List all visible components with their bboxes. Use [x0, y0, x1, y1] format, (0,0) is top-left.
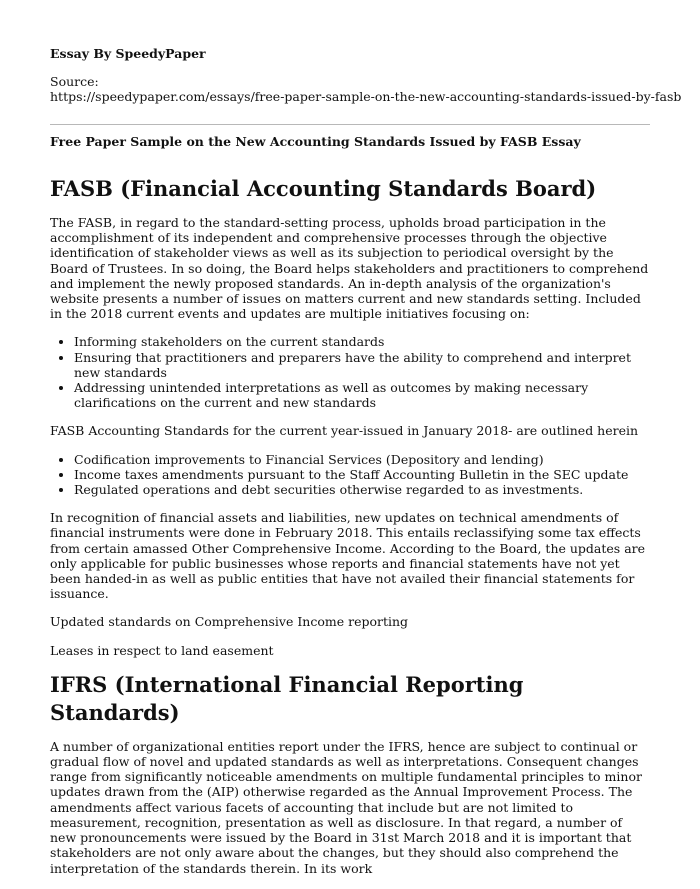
paragraph: Updated standards on Comprehensive Income reporting [50, 614, 409, 630]
section-heading-ifrs: IFRS (International Financial Reporting Standards) [50, 671, 524, 725]
paragraph: FASB Accounting Standards for the current year-issued in January 2018- are outlined herein [50, 423, 639, 439]
essay-body [50, 175, 650, 889]
byline: Essay By SpeedyPaper [50, 46, 206, 61]
paragraph: A number of organizational entities report under the IFRS, hence are subject to continual or gradual flow of novel and updated standards as well as interpretations. Consequent changes range from significantly noticeable amendments on multiple fundamental principles to minor updates drawn from the (AIP) otherwise regarded as the Annual Improvement Process. The amendments affect various facets of accounting that include but are not limited to measurement, recognition, presentation as well as disclosure. In that regard, a number of new pronouncements were issued by the Board in 31st March 2018 and it is important that stakeholders are not only aware about the changes, but they should also comprehend the interpretation of the standards therein. In its work [50, 738, 642, 876]
bullet-list [50, 334, 650, 410]
source-label: Source: [50, 74, 99, 89]
header-divider [50, 124, 650, 125]
bullet-list [50, 452, 650, 498]
list-item: • Income taxes amendments pursuant to the Staff Accounting Bulletin in the SEC update [74, 467, 650, 482]
list-item: • Ensuring that practitioners and preparers have the ability to comprehend and interpret new standards [74, 350, 650, 380]
list-item: • Codification improvements to Financial Services (Depository and lending) [74, 452, 650, 467]
list-item: • Addressing unintended interpretations as well as outcomes by making necessary clarifications on the current and new standards [74, 380, 650, 410]
list-item: • Informing stakeholders on the current standards [74, 334, 650, 349]
essay-title: Free Paper Sample on the New Accounting Standards Issued by FASB Essay [50, 134, 581, 149]
source-url: https://speedypaper.com/essays/free-paper-sample-on-the-new-accounting-standards-issued-by-fasb [50, 89, 682, 104]
section-heading-fasb: FASB (Financial Accounting Standards Board) [50, 176, 597, 201]
list-item: • Regulated operations and debt securities otherwise regarded to as investments. [74, 482, 650, 497]
paragraph: Leases in respect to land easement [50, 642, 274, 658]
paragraph: The FASB, in regard to the standard-setting process, upholds broad participation in the accomplishment of its independent and comprehensive processes through the objective identification of stakeholder views as well as its subjection to periodical oversight by the Board of Trustees. In so doing, the Board helps stakeholders and practitioners to comprehend and implement the newly proposed standards. An in-depth analysis of the organization's website presents a number of issues on matters current and new standards setting. Included in the 2018 current events and updates are multiple initiatives focusing on: [50, 215, 649, 322]
paragraph: In recognition of financial assets and liabilities, new updates on technical amendments of financial instruments were done in February 2018. This entails reclassifying some tax effects from certain amassed Other Comprehensive Income. According to the Board, the updates are only applicable for public businesses whose reports and financial statements have not yet been handed-in as well as public entities that have not availed their financial statements for issuance. [50, 510, 646, 602]
